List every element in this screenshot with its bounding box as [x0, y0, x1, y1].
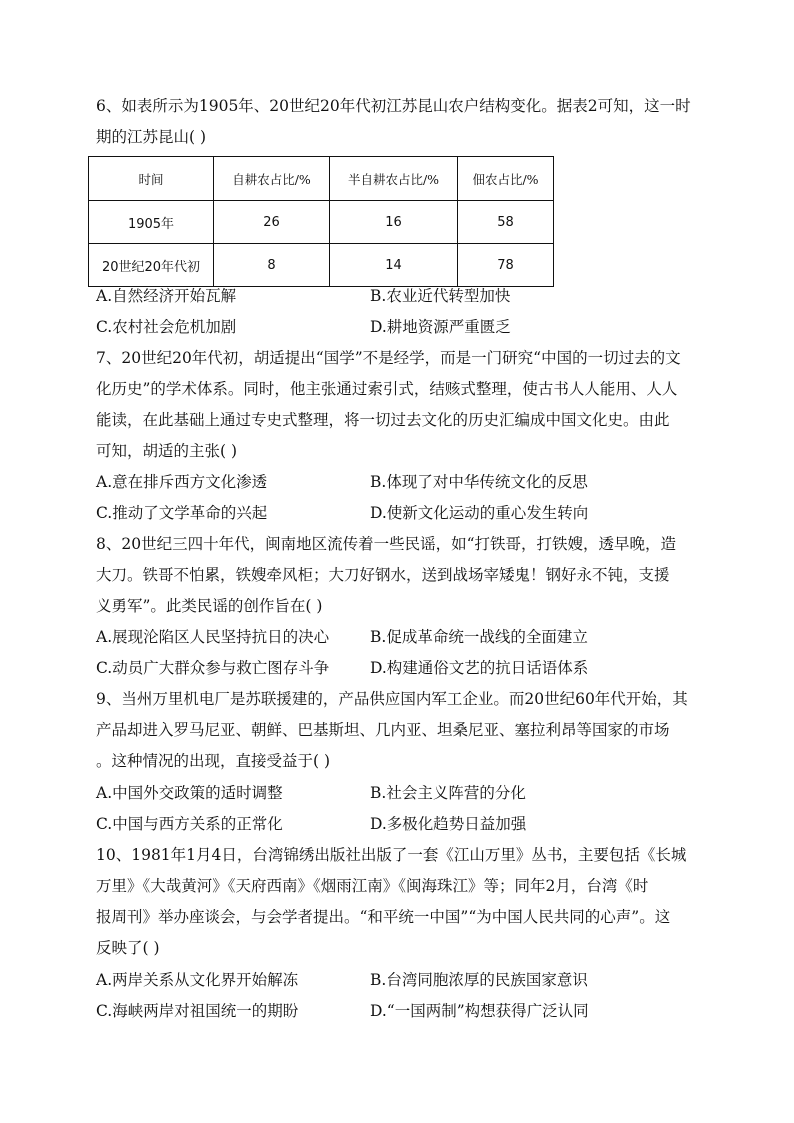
table-header-cell: 佃农占比/% — [458, 157, 554, 201]
table-cell: 58 — [458, 201, 554, 244]
question-text-line: 9、当州万里机电厂是苏联援建的，产品供应国内军工企业。而20世纪60年代开始，其 — [96, 690, 688, 708]
option-row — [96, 498, 706, 529]
question-text-line: 反映了( ) — [96, 939, 160, 957]
option-b[interactable]: B.体现了对中华传统文化的反思 — [370, 473, 588, 491]
question-10-options — [96, 965, 706, 1027]
option-row — [96, 622, 706, 653]
table-header-row — [89, 157, 554, 201]
option-a[interactable]: A.意在排斥西方文化渗透 — [96, 473, 268, 491]
question-text-line: 期的江苏昆山( ) — [96, 128, 207, 146]
question-text-line: 报周刊》举办座谈会，与会学者提出。“和平统一中国”“为中国人民共同的心声”。这 — [96, 908, 671, 926]
farmer-structure-table — [88, 156, 554, 287]
question-text-line: 大刀。铁哥不怕累，铁嫂牵风柜；大刀好钢水，送到战场宰矮鬼！钢好永不钝，支援 — [96, 566, 670, 584]
question-text-line: 能读，在此基础上通过专史式整理，将一切过去文化的历史汇编成中国文化史。由此 — [96, 411, 670, 429]
table-cell: 26 — [214, 201, 330, 244]
option-row — [96, 996, 706, 1027]
table-cell: 8 — [214, 244, 330, 287]
question-8-options — [96, 622, 706, 684]
table-header-cell: 自耕农占比/% — [214, 157, 330, 201]
option-a[interactable]: A.中国外交政策的适时调整 — [96, 784, 283, 802]
question-text-line: 万里》《大哉黄河》《天府西南》《烟雨江南》《闽海珠江》等；同年2月，台湾《时 — [96, 877, 649, 895]
option-row — [96, 809, 706, 840]
option-c[interactable]: C.中国与西方关系的正常化 — [96, 815, 283, 833]
option-b[interactable]: B.社会主义阵营的分化 — [370, 784, 526, 802]
question-text-line: 10、1981年1月4日，台湾锦绣出版社出版了一套《江山万里》丛书，主要包括《长城 — [96, 846, 687, 864]
table-cell: 1905年 — [89, 201, 214, 244]
option-a[interactable]: A.展现沦陷区人民坚持抗日的决心 — [96, 628, 330, 646]
question-8-stem — [96, 529, 701, 622]
table-cell: 16 — [330, 201, 458, 244]
question-10-stem — [96, 840, 701, 964]
option-d[interactable]: D.使新文化运动的重心发生转向 — [370, 504, 589, 522]
question-text-line: 可知，胡适的主张( ) — [96, 442, 238, 460]
question-text-line: 8、20世纪三四十年代，闽南地区流传着一些民谣，如“打铁哥，打铁嫂，透早晚，造 — [96, 535, 677, 553]
option-c[interactable]: C.推动了文学革命的兴起 — [96, 504, 268, 522]
question-text-line: 义勇军”。此类民谣的创作旨在( ) — [96, 597, 323, 615]
question-7-stem — [96, 343, 701, 467]
table-header-cell: 半自耕农占比/% — [330, 157, 458, 201]
option-row — [96, 778, 706, 809]
table-row — [89, 201, 554, 244]
table-header-cell: 时间 — [89, 157, 214, 201]
question-7-options — [96, 467, 706, 529]
table-cell: 20世纪20年代初 — [89, 244, 214, 287]
question-6-stem — [96, 91, 701, 153]
option-a[interactable]: A.自然经济开始瓦解 — [96, 287, 237, 305]
table-cell: 14 — [330, 244, 458, 287]
question-text-line: 7、20世纪20年代初，胡适提出“国学”不是经学，而是一门研究“中国的一切过去的文 — [96, 349, 681, 367]
option-b[interactable]: B.台湾同胞浓厚的民族国家意识 — [370, 971, 588, 989]
question-text-line: 产品却进入罗马尼亚、朝鲜、巴基斯坦、几内亚、坦桑尼亚、塞拉利昂等国家的市场 — [96, 721, 670, 739]
option-b[interactable]: B.促成革命统一战线的全面建立 — [370, 628, 588, 646]
option-row — [96, 467, 706, 498]
option-a[interactable]: A.两岸关系从文化界开始解冻 — [96, 971, 299, 989]
question-text-line: 6、如表所示为1905年、20世纪20年代初江苏昆山农户结构变化。据表2可知，这一时 — [96, 97, 691, 115]
option-row — [96, 965, 706, 996]
question-6-options — [96, 281, 706, 343]
option-b[interactable]: B.农业近代转型加快 — [370, 287, 511, 305]
option-d[interactable]: D.多极化趋势日益加强 — [370, 815, 527, 833]
option-row — [96, 312, 706, 343]
option-d[interactable]: D.“一国两制”构想获得广泛认同 — [370, 1002, 589, 1020]
question-9-options — [96, 778, 706, 840]
option-d[interactable]: D.构建通俗文艺的抗日话语体系 — [370, 659, 589, 677]
question-text-line: 。这种情况的出现，直接受益于( ) — [96, 752, 331, 770]
option-row — [96, 653, 706, 684]
question-text-line: 化历史”的学术体系。同时，他主张通过索引式，结赅式整理，使古书人人能用、人人 — [96, 380, 678, 398]
option-c[interactable]: C.动员广大群众参与救亡图存斗争 — [96, 659, 330, 677]
question-9-stem — [96, 684, 701, 777]
option-c[interactable]: C.海峡两岸对祖国统一的期盼 — [96, 1002, 299, 1020]
option-d[interactable]: D.耕地资源严重匮乏 — [370, 318, 511, 336]
option-row — [96, 281, 706, 312]
table-cell: 78 — [458, 244, 554, 287]
option-c[interactable]: C.农村社会危机加剧 — [96, 318, 237, 336]
